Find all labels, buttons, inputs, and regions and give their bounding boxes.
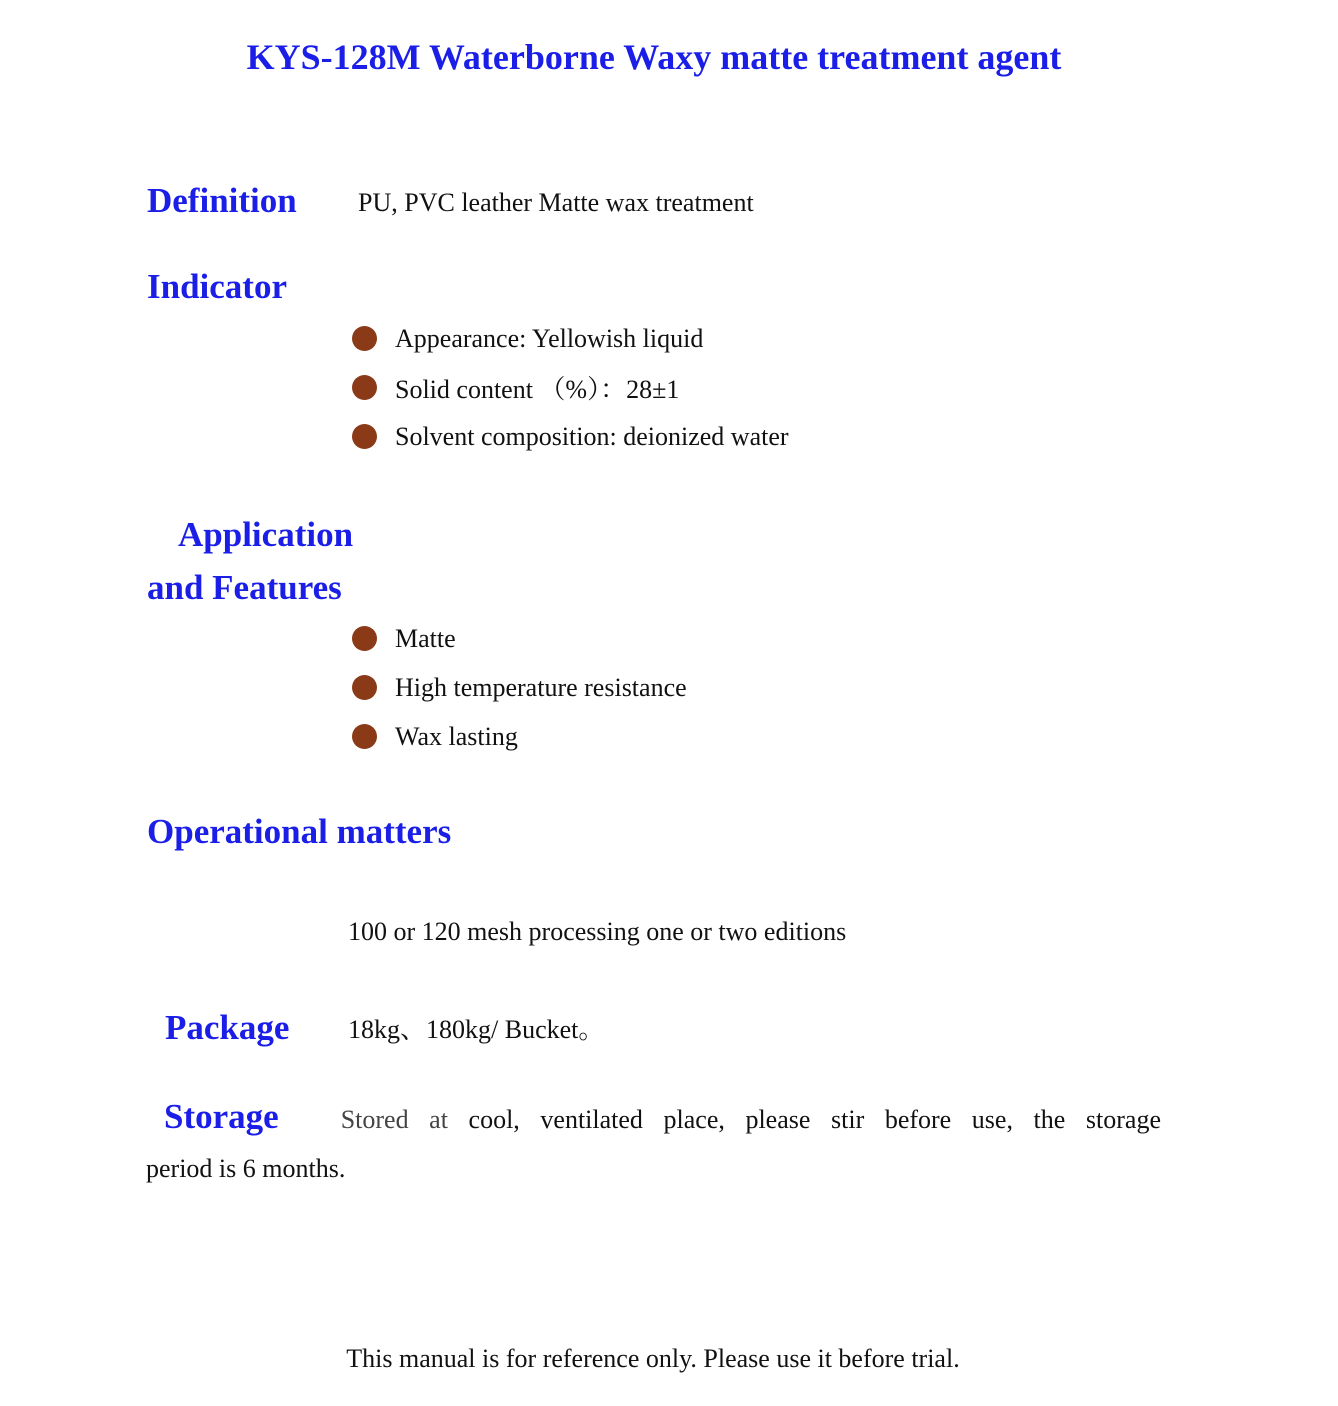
bullet-dot-icon bbox=[352, 626, 377, 651]
application-list bbox=[352, 614, 687, 761]
list-item bbox=[352, 614, 687, 663]
bullet-dot-icon bbox=[352, 424, 377, 449]
list-item bbox=[352, 412, 789, 461]
storage-paragraph bbox=[146, 1092, 1161, 1193]
list-item bbox=[352, 363, 789, 412]
application-heading-line1: Application bbox=[178, 515, 354, 554]
document-title: KYS-128M Waterborne Waxy matte treatment agent bbox=[246, 37, 1062, 77]
application-item-label: Wax lasting bbox=[395, 721, 518, 751]
list-item bbox=[352, 663, 687, 712]
application-item-label: High temperature resistance bbox=[395, 672, 687, 702]
storage-text-line1: cool, ventilated place, please stir before use, the storage bbox=[468, 1105, 1161, 1134]
list-item bbox=[352, 712, 687, 761]
bullet-dot-icon bbox=[352, 724, 377, 749]
package-text: 18kg、180kg/ Bucket。 bbox=[348, 1015, 605, 1044]
indicator-list bbox=[352, 314, 789, 461]
operational-text: 100 or 120 mesh processing one or two editions bbox=[348, 917, 847, 946]
indicator-item-label: Solid content （%）：28±1 bbox=[395, 375, 680, 404]
definition-heading: Definition bbox=[147, 181, 297, 220]
operational-heading: Operational matters bbox=[147, 812, 452, 851]
bullet-dot-icon bbox=[352, 375, 377, 400]
storage-text-lead: Stored at bbox=[340, 1105, 448, 1134]
list-item bbox=[352, 314, 789, 363]
indicator-heading: Indicator bbox=[147, 267, 287, 306]
storage-heading: Storage bbox=[164, 1097, 279, 1136]
footer-note: This manual is for reference only. Please use it before trial. bbox=[346, 1344, 960, 1373]
bullet-dot-icon bbox=[352, 326, 377, 351]
bullet-dot-icon bbox=[352, 675, 377, 700]
indicator-item-label: Solvent composition: deionized water bbox=[395, 421, 789, 451]
definition-text: PU, PVC leather Matte wax treatment bbox=[358, 188, 754, 217]
application-heading-line2: and Features bbox=[147, 568, 342, 607]
storage-first-line bbox=[146, 1092, 1161, 1144]
indicator-item-label: Appearance: Yellowish liquid bbox=[395, 323, 704, 353]
storage-text-line2: period is 6 months. bbox=[146, 1154, 346, 1183]
application-item-label: Matte bbox=[395, 623, 456, 653]
package-heading: Package bbox=[165, 1008, 290, 1047]
